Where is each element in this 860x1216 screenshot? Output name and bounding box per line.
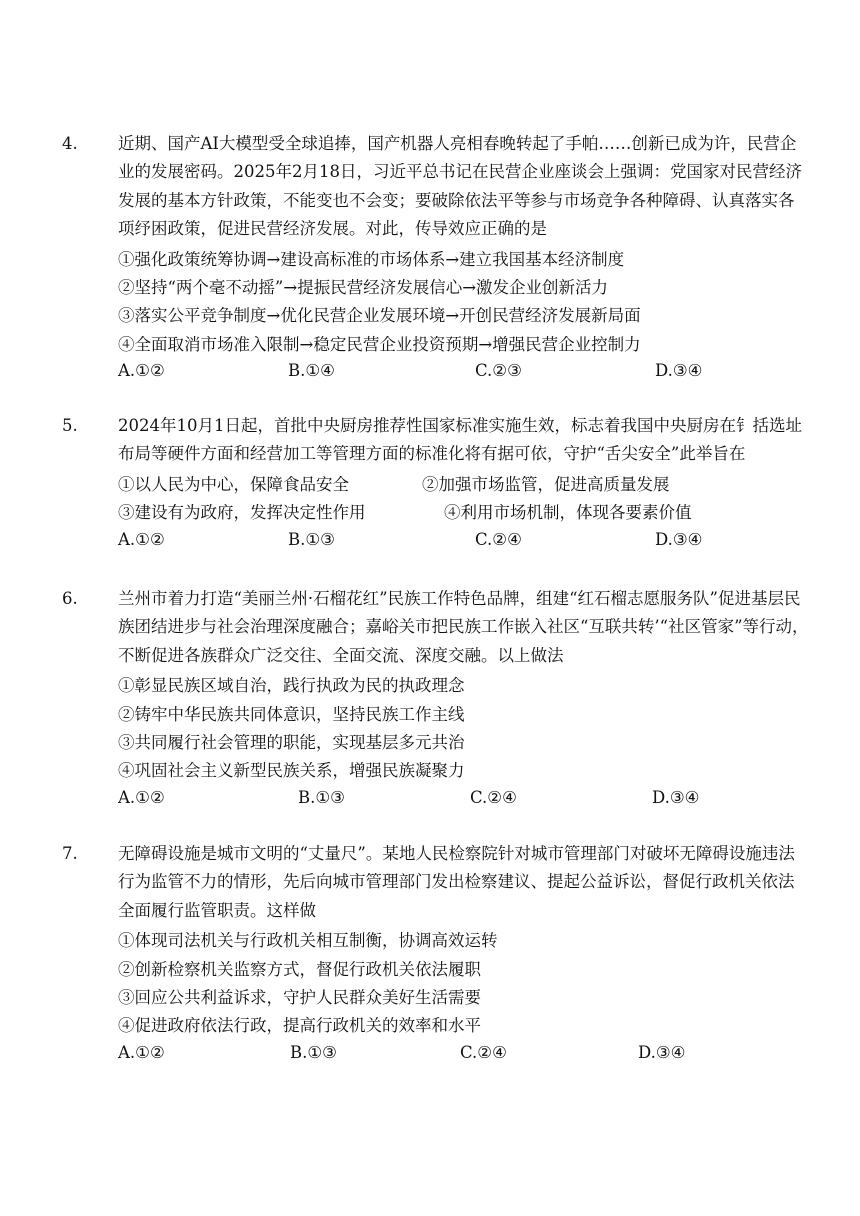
question-5 bbox=[62, 412, 810, 552]
statement-list bbox=[90, 927, 810, 1041]
option-d: D.③④ bbox=[652, 787, 700, 807]
question-stem bbox=[62, 585, 810, 670]
statement-item: ③建设有为政府，发挥决定性作用 bbox=[118, 503, 366, 523]
option-b: B.①③ bbox=[290, 1042, 337, 1062]
answer-options bbox=[90, 359, 810, 383]
question-number: 6. bbox=[62, 589, 78, 608]
statement-item: ②坚持“两个毫不动摇”→提振民营经济发展信心→激发企业创新活力 bbox=[118, 278, 609, 298]
option-a: A.①② bbox=[118, 787, 165, 807]
option-a: A.①② bbox=[118, 361, 165, 381]
option-b: B.①③ bbox=[288, 529, 335, 549]
option-c: C.②④ bbox=[470, 787, 517, 807]
question-7 bbox=[62, 840, 810, 1065]
statement-item: ①以人民为中心，保障食品安全 bbox=[118, 474, 349, 494]
question-text: 2024年10月1日起，首批中央厨房推荐性国家标准实施生效，标志着我国中央厨房在钅括选址布局等硬件方面和经营加工等管理方面的标准化将有据可依，守护“舌尖安全”此举旨在 bbox=[118, 416, 802, 464]
question-number: 5. bbox=[62, 416, 78, 435]
answer-options bbox=[90, 786, 810, 810]
question-text: 兰州市着力打造“美丽兰州·石榴花红”民族工作特色品牌，组建“红石榴志愿服务队”促进基层民族团结进步与社会治理深度融合；嘉峪关市把民族工作嵌入社区“互联共转’“社区管家”等行动，不断促进各族群众广泛交往、全面交流、深度交融。以上做法 bbox=[118, 589, 809, 665]
answer-options bbox=[90, 528, 810, 552]
option-b: B.①④ bbox=[288, 361, 335, 381]
statement-item: ②创新检察机关监察方式，督促行政机关依法履职 bbox=[118, 959, 481, 979]
option-c: C.②③ bbox=[475, 361, 522, 381]
statement-item: ①强化政策统筹协调→建设高标准的市场体系→建立我国基本经济制度 bbox=[118, 249, 625, 269]
statement-item: ②加强市场监管，促进高质量发展 bbox=[422, 474, 670, 494]
statement-item: ③共同履行社会管理的职能，实现基层多元共治 bbox=[118, 733, 465, 753]
option-d: D.③④ bbox=[655, 361, 703, 381]
statement-list bbox=[90, 246, 810, 360]
statement-item: ①彰显民族区域自治，践行执政为民的执政理念 bbox=[118, 676, 465, 696]
question-stem bbox=[62, 840, 810, 925]
statement-item: ④全面取消市场准入限制→稳定民营企业投资预期→增强民营企业控制力 bbox=[118, 334, 641, 354]
statement-item: ①体现司法机关与行政机关相互制衡，协调高效运转 bbox=[118, 931, 498, 951]
question-text: 无障碍设施是城市文明的“丈量尺”。某地人民检察院针对城市管理部门对破坏无障碍设施违法行为监管不力的情形，先后向城市管理部门发出检察建议、提起公益诉讼，督促行政机关依法全面履行监管职责。这样做 bbox=[118, 844, 795, 920]
question-number: 7. bbox=[62, 844, 78, 863]
option-d: D.③④ bbox=[655, 529, 703, 549]
question-text: 近期、国产AI大模型受全球追捧，国产机器人亮相春晚转起了手帕……创新已成为许，民营企业的发展密码。2025年2月18日，习近平总书记在民营企业座谈会上强调：党国家对民营经济发展的基本方针政策，不能变也不会变；要破除依法平等参与市场竞争各种障碍、认真落实各项纾困政策，促进民营经济发展。对此，传导效应正确的是 bbox=[118, 134, 802, 239]
option-c: C.②④ bbox=[475, 529, 522, 549]
question-stem bbox=[62, 412, 810, 469]
answer-options bbox=[90, 1041, 810, 1065]
option-a: A.①② bbox=[118, 529, 165, 549]
option-d: D.③④ bbox=[638, 1042, 686, 1062]
question-4 bbox=[62, 130, 810, 383]
statement-item: ④促进政府依法行政，提高行政机关的效率和水平 bbox=[118, 1016, 481, 1036]
statement-item: ③回应公共利益诉求，守护人民群众美好生活需要 bbox=[118, 988, 481, 1008]
question-6 bbox=[62, 585, 810, 810]
option-a: A.①② bbox=[118, 1042, 165, 1062]
option-b: B.①③ bbox=[298, 787, 345, 807]
question-stem bbox=[62, 130, 810, 244]
statement-list bbox=[90, 672, 810, 786]
statement-item: ④巩固社会主义新型民族关系，增强民族凝聚力 bbox=[118, 761, 465, 781]
statement-item: ②铸牢中华民族共同体意识，坚持民族工作主线 bbox=[118, 704, 465, 724]
statement-list bbox=[90, 471, 810, 528]
statement-item: ④利用市场机制，体现各要素价值 bbox=[444, 503, 692, 523]
statement-item: ③落实公平竞争制度→优化民营企业发展环境→开创民营经济发展新局面 bbox=[118, 306, 641, 326]
option-c: C.②④ bbox=[460, 1042, 507, 1062]
question-number: 4. bbox=[62, 134, 78, 153]
